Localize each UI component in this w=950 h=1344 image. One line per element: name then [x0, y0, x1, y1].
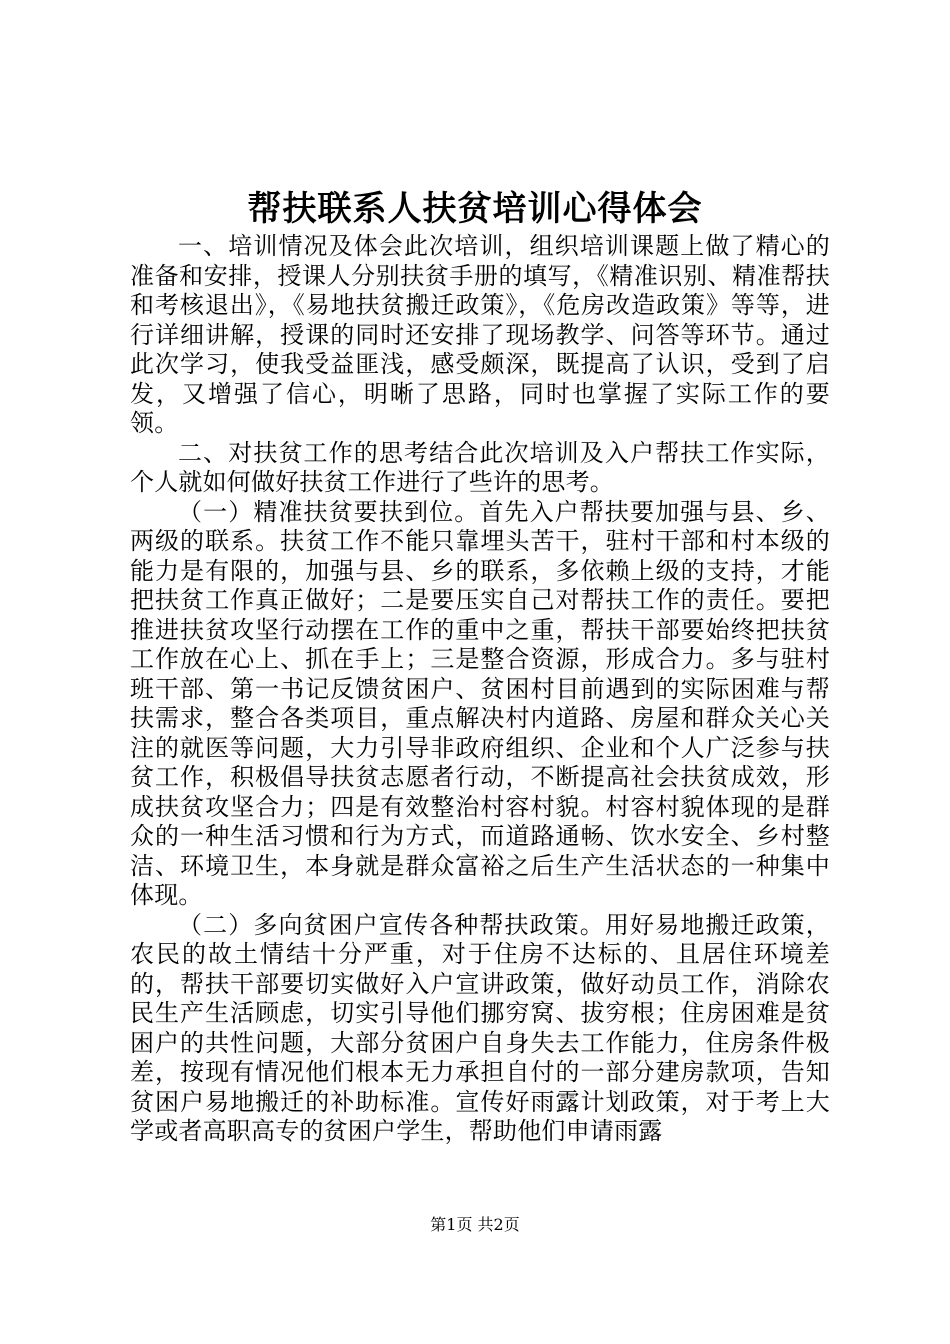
- paragraph: （一）精准扶贫要扶到位。首先入户帮扶要加强与县、乡、两级的联系。扶贫工作不能只靠埋头苦干，驻村干部和村本级的能力是有限的，加强与县、乡的联系，多依赖上级的支持，才能把扶贫工作真正做好；二是要压实自己对帮扶工作的责任。要把推进扶贫攻坚行动摆在工作的重中之重，帮扶干部要始终把扶贫工作放在心上、抓在手上；三是整合资源，形成合力。多与驻村班干部、第一书记反馈贫困户、贫困村目前遇到的实际困难与帮扶需求，整合各类项目，重点解决村内道路、房屋和群众关心关注的就医等问题，大力引导非政府组织、企业和个人广泛参与扶贫工作，积极倡导扶贫志愿者行动，不断提高社会扶贫成效，形成扶贫攻坚合力；四是有效整治村容村貌。村容村貌体现的是群众的一种生活习惯和行为方式，而道路通畅、饮水安全、乡村整洁、环境卫生，本身就是群众富裕之后生产生活状态的一种集中体现。: [130, 497, 830, 909]
- document-body: [130, 232, 830, 1147]
- paragraph: 二、对扶贫工作的思考结合此次培训及入户帮扶工作实际，个人就如何做好扶贫工作进行了些许的思考。: [130, 438, 830, 496]
- page-number-footer: 第1页 共2页: [430, 1215, 520, 1234]
- document-title: 帮扶联系人扶贫培训心得体会: [247, 189, 703, 229]
- paragraph: （二）多向贫困户宣传各种帮扶政策。用好易地搬迁政策，农民的故土情结十分严重，对于住房不达标的、且居住环境差的，帮扶干部要切实做好入户宣讲政策，做好动员工作，消除农民生产生活顾虑，切实引导他们挪穷窝、拔穷根；住房困难是贫困户的共性问题，大部分贫困户自身失去工作能力，住房条件极差，按现有情况他们根本无力承担自付的一部分建房款项，告知贫困户易地搬迁的补助标准。宣传好雨露计划政策，对于考上大学或者高职高专的贫困户学生，帮助他们申请雨露: [130, 910, 830, 1145]
- paragraph: 一、培训情况及体会此次培训，组织培训课题上做了精心的准备和安排，授课人分别扶贫手册的填写，《精准识别、精准帮扶和考核退出》，《易地扶贫搬迁政策》，《危房改造政策》等等，进行详细讲解，授课的同时还安排了现场教学、问答等环节。通过此次学习，使我受益匪浅，感受颇深，既提高了认识，受到了启发，又增强了信心，明晰了思路，同时也掌握了实际工作的要领。: [130, 232, 830, 437]
